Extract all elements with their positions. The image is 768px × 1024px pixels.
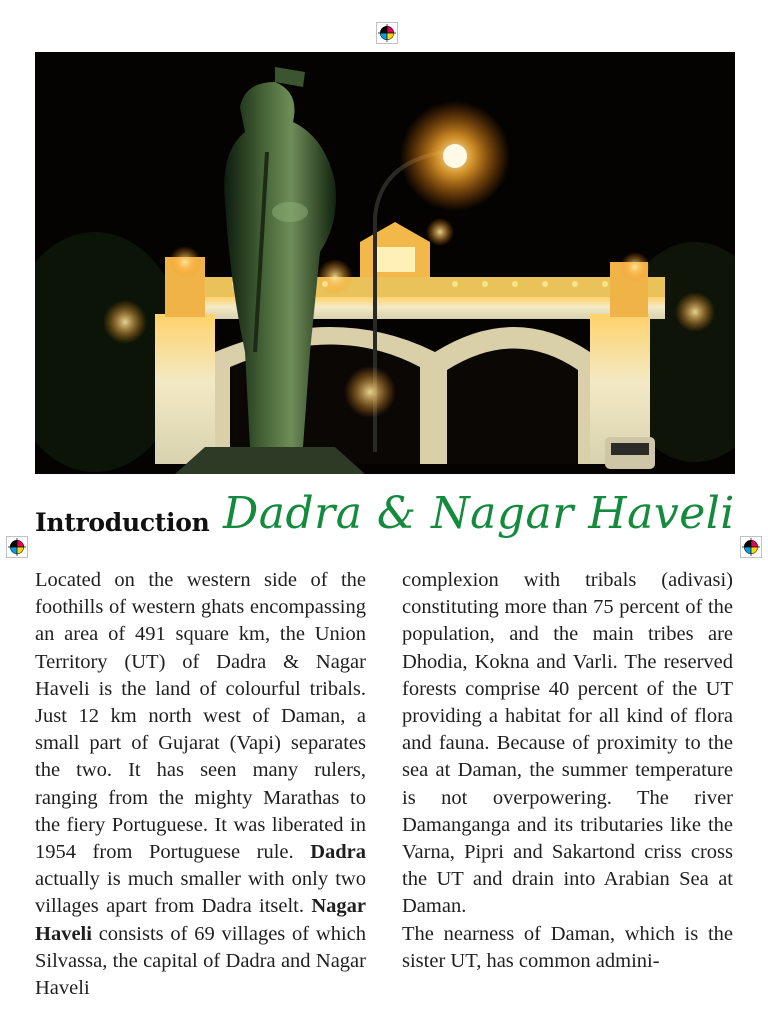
registration-mark-icon bbox=[740, 536, 762, 558]
paragraph-text: consists of 69 villages of which Silvassa, the capital of Dadra and Nagar Haveli bbox=[35, 922, 366, 1000]
hero-photo bbox=[35, 52, 735, 474]
text-column-right bbox=[402, 567, 733, 975]
text-column-left bbox=[35, 567, 366, 1002]
registration-mark-icon bbox=[6, 536, 28, 558]
term-nagar-haveli: Nagar Haveli bbox=[35, 895, 366, 945]
paragraph-text: Located on the western side of the foothills of western ghats encompassing an area of 491 square km, the Union Territory (UT) of Dadra & Nagar Haveli is the land of colourful tribals. Just 12 km north west of Daman, a small part of Gujarat (Vapi) separates the two. It has seen many rulers, ranging from the mighty Marathas to the fiery Portuguese. It was liberated in 1954 from Portuguese rule. bbox=[35, 569, 366, 864]
paragraph-text: complexion with tribals (adivasi) constituting more than 75 percent of the population, and the main tribes are Dhodia, Kokna and Varli. The reserved forests comprise 40 percent of the UT providing a habitat for all kind of flora and fauna. Because of proximity to the sea at Daman, the summer temperature is not overpowering. The river Damanganga and its tributaries like the Varna, Pipri and Sakartond criss cross the UT and drain into Arabian Sea at Daman. bbox=[402, 569, 733, 918]
term-dadra: Dadra bbox=[310, 841, 366, 864]
paragraph-text: actually is much smaller with only two villages apart from Dadra itselt. bbox=[35, 868, 366, 918]
paragraph-text: The nearness of Daman, which is the sister UT, has common admini- bbox=[402, 922, 733, 972]
page-heading bbox=[35, 488, 735, 548]
statue-and-lit-arch-photo bbox=[35, 52, 735, 474]
place-title: Dadra & Nagar Haveli bbox=[223, 488, 735, 539]
registration-mark-icon bbox=[376, 22, 398, 44]
intro-heading: Introduction bbox=[35, 508, 210, 537]
